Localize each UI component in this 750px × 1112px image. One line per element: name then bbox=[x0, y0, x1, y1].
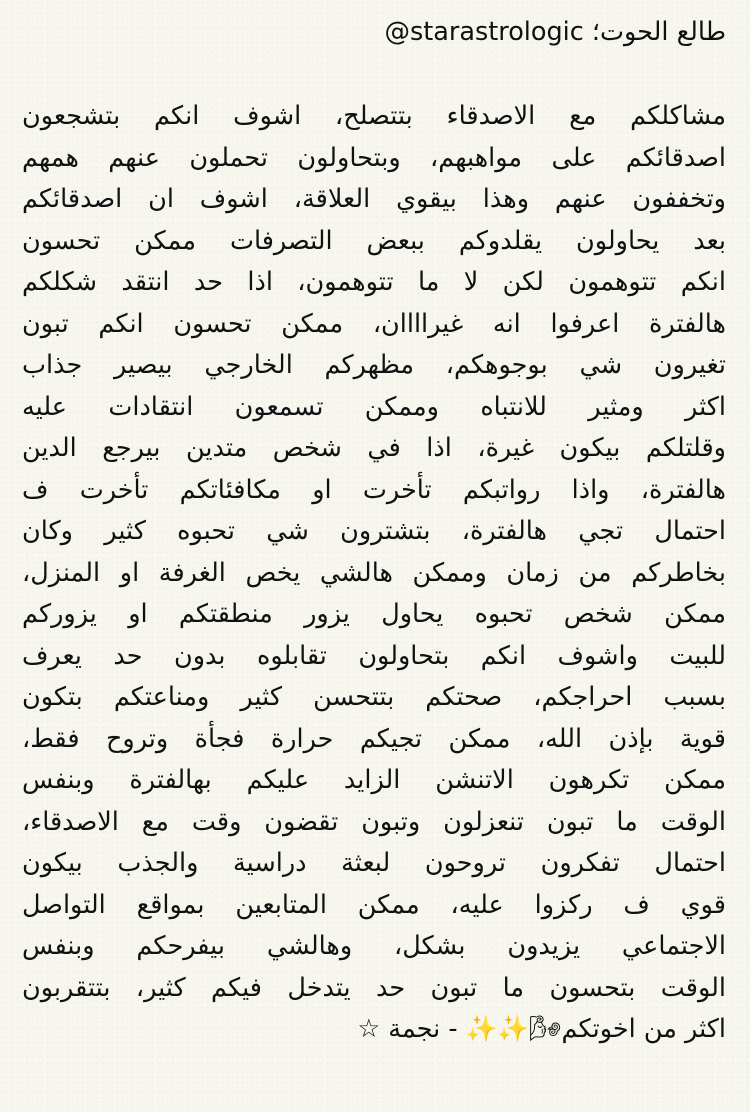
account-handle: @starastrologic bbox=[384, 17, 584, 47]
body-line: ممكن شخص تحبوه يحاول يزور منطقتكم او يزوركم bbox=[22, 599, 726, 629]
note-title bbox=[22, 14, 726, 50]
body-line: احتمال تفكرون تروحون لبعثة دراسية والجذب بيكون bbox=[22, 848, 726, 878]
body-line: بسبب احراجكم، صحتكم بتتحسن كثير ومناعتكم بتكون bbox=[22, 682, 726, 712]
body-line: مشاكلكم مع الاصدقاء بتتصلح، اشوف انكم بتشجعون bbox=[22, 101, 726, 131]
blank-line bbox=[22, 50, 726, 96]
body-line: قوية بإذن الله، ممكن تجيكم حرارة فجأة وتروح فقط، bbox=[22, 723, 726, 754]
body-line: قوي ف ركزوا عليه، ممكن المتابعين بمواقع التواصل bbox=[22, 889, 726, 920]
note-body bbox=[22, 96, 726, 1051]
body-line: تغيرون شي بوجوهكم، مظهركم الخارجي بيصير جذاب bbox=[22, 350, 726, 380]
body-line: وتخففون عنهم وهذا بيقوي العلاقة، اشوف ان اصدقائكم bbox=[22, 184, 726, 214]
body-line: الوقت ما تبون تنعزلون وتبون تقضون وقت مع الاصدقاء، bbox=[22, 806, 726, 837]
body-line: الوقت بتحسون ما تبون حد يتدخل فيكم كثير، بتتقربون bbox=[22, 972, 726, 1003]
note-title-prefix: طالع الحوت؛ bbox=[583, 17, 726, 47]
body-line: ممكن تكرهون الاتنشن الزايد عليكم بهالفترة وبنفس bbox=[22, 765, 726, 795]
body-line: اصدقائكم على مواهبهم، وبتحاولون تحملون عنهم همهم bbox=[22, 142, 726, 173]
body-line: هالفترة، واذا رواتبكم تأخرت او مكافئاتكم تأخرت ف bbox=[22, 474, 726, 505]
body-line: اكثر ومثير للانتباه وممكن تسمعون انتقادات عليه bbox=[22, 391, 726, 422]
body-line: بعد يحاولون يقلدوكم ببعض التصرفات ممكن تحسون bbox=[22, 225, 726, 256]
closing-line-with-signature: اكثر من اخوتكم🌬✨✨ - نجمة ☆ bbox=[357, 1014, 726, 1044]
body-line: وقلتلكم بيكون غيرة، اذا في شخص متدين بيرجع الدين bbox=[22, 433, 726, 463]
body-line: للبيت واشوف انكم بتحاولون تقابلوه بدون حد يعرف bbox=[22, 640, 726, 671]
body-line: هالفترة اعرفوا انه غيراااان، ممكن تحسون انكم تبون bbox=[22, 308, 726, 339]
body-line: بخاطركم من زمان وممكن هالشي يخص الغرفة او المنزل، bbox=[22, 557, 726, 588]
body-line: احتمال تجي هالفترة، بتشترون شي تحبوه كثير وكان bbox=[22, 516, 726, 546]
body-line: انكم تتوهمون لكن لا ما تتوهمون، اذا حد انتقد شكلكم bbox=[22, 267, 726, 297]
body-line: الاجتماعي يزيدون بشكل، وهالشي بيفرحكم وبنفس bbox=[22, 931, 726, 961]
